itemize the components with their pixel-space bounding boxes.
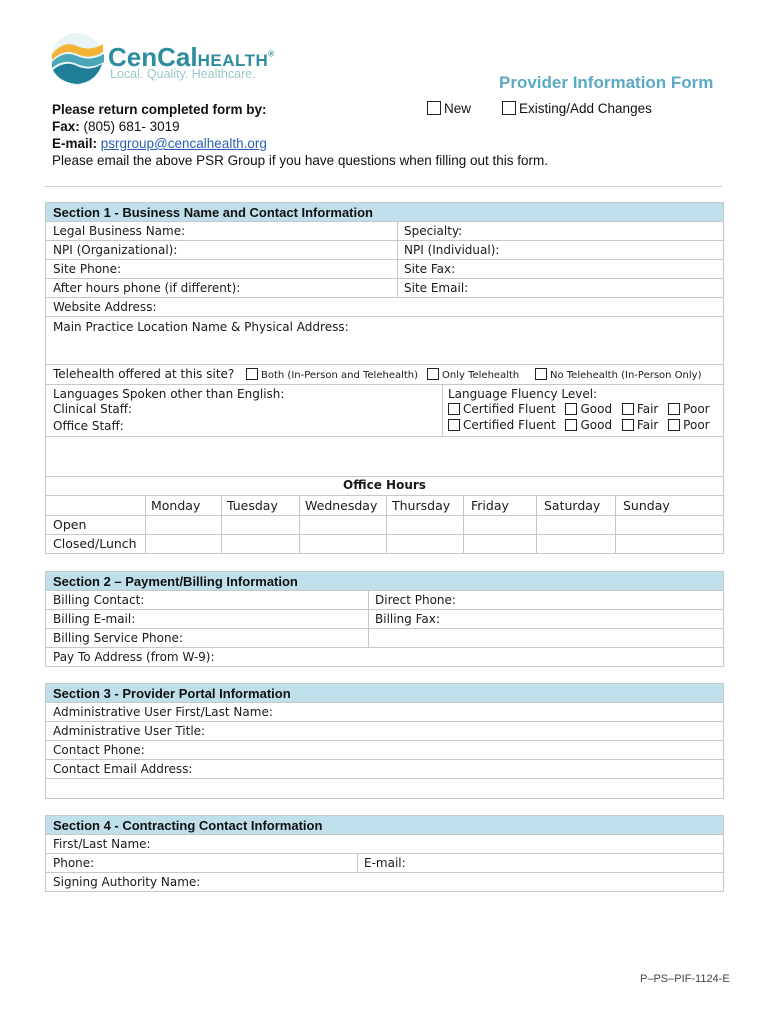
- form-title: Provider Information Form: [499, 73, 714, 92]
- hours-row-open: [45, 516, 724, 535]
- contract-name-field[interactable]: First/Last Name:: [53, 837, 151, 851]
- website-field[interactable]: Website Address:: [53, 300, 157, 314]
- telehealth-both-checkbox[interactable]: [246, 368, 258, 380]
- fluency-row-clinical: [448, 402, 710, 416]
- hours-closed-label: Closed/Lunch: [53, 536, 137, 551]
- day-friday: Friday: [471, 498, 509, 513]
- s4-row-name: [45, 835, 724, 854]
- new-checkbox[interactable]: [427, 101, 441, 115]
- s3-row-admin: [45, 703, 724, 722]
- divider: [44, 186, 722, 187]
- s3-row-blank: [45, 779, 724, 799]
- billing-fax-field[interactable]: Billing Fax:: [375, 612, 440, 626]
- fluency-option-label: Poor: [683, 418, 710, 432]
- telehealth-none-checkbox[interactable]: [535, 368, 547, 380]
- clinical-staff-field[interactable]: Clinical Staff:: [53, 402, 133, 416]
- clinical-certified-checkbox[interactable]: [448, 403, 460, 415]
- s1-row-languages: [45, 385, 724, 437]
- fluency-option-label: Fair: [636, 402, 659, 416]
- clinical-good-checkbox[interactable]: [565, 403, 577, 415]
- fax-line: [52, 119, 180, 134]
- s1-row-npi: [45, 241, 724, 260]
- telehealth-label: Telehealth offered at this site?: [53, 367, 235, 381]
- option-new-label: New: [444, 101, 472, 116]
- s2-row-contact: [45, 591, 724, 610]
- fax-label: Fax:: [52, 119, 80, 134]
- existing-checkbox[interactable]: [502, 101, 516, 115]
- option-existing-label: Existing/Add Changes: [519, 101, 652, 116]
- day-thursday: Thursday: [392, 498, 451, 513]
- s1-row-phone: [45, 260, 724, 279]
- header-note: Please email the above PSR Group if you have questions when filling out this form.: [52, 153, 549, 168]
- office-poor-checkbox[interactable]: [668, 419, 680, 431]
- section2-title: Section 2 – Payment/Billing Information: [45, 571, 724, 591]
- fax-value: (805) 681- 3019: [83, 119, 180, 134]
- clinical-poor-checkbox[interactable]: [668, 403, 680, 415]
- billing-contact-field[interactable]: Billing Contact:: [53, 593, 145, 607]
- office-hours-days-row: [45, 495, 724, 516]
- office-fair-checkbox[interactable]: [622, 419, 634, 431]
- email-link[interactable]: psrgroup@cencalhealth.org: [100, 136, 267, 151]
- npi-ind-field[interactable]: NPI (Individual):: [404, 243, 500, 257]
- form-code: P–PS–PIF-1124-E: [640, 973, 730, 985]
- billing-service-phone-field[interactable]: Billing Service Phone:: [53, 631, 183, 645]
- day-sunday: Sunday: [623, 498, 670, 513]
- fluency-label: Language Fluency Level:: [448, 387, 598, 401]
- s2-row-payto: [45, 648, 724, 667]
- specialty-field[interactable]: Specialty:: [404, 224, 463, 238]
- return-label: Please return completed form by:: [52, 102, 267, 117]
- day-tuesday: Tuesday: [227, 498, 278, 513]
- billing-email-field[interactable]: Billing E-mail:: [53, 612, 136, 626]
- site-email-field[interactable]: Site Email:: [404, 281, 469, 295]
- hours-row-closed: [45, 535, 724, 554]
- fluency-row-office: [448, 418, 710, 432]
- telehealth-only-label: Only Telehealth: [442, 370, 520, 381]
- hours-open-label: Open: [53, 517, 87, 532]
- telehealth-only-option[interactable]: [427, 368, 519, 381]
- signing-authority-field[interactable]: Signing Authority Name:: [53, 875, 201, 889]
- brand-name: CenCalHEALTH®: [108, 42, 275, 72]
- site-fax-field[interactable]: Site Fax:: [404, 262, 456, 276]
- legal-name-field[interactable]: Legal Business Name:: [53, 224, 186, 238]
- admin-title-field[interactable]: Administrative User Title:: [53, 724, 206, 738]
- email-line: [52, 136, 267, 151]
- s1-row-afterhours: [45, 279, 724, 298]
- logo: [50, 32, 106, 86]
- s1-row-location: [45, 317, 724, 365]
- office-good-checkbox[interactable]: [565, 419, 577, 431]
- office-staff-field[interactable]: Office Staff:: [53, 419, 124, 433]
- s4-row-signing: [45, 873, 724, 892]
- office-hours-header: [45, 477, 724, 495]
- s3-row-email: [45, 760, 724, 779]
- admin-name-field[interactable]: Administrative User First/Last Name:: [53, 705, 273, 719]
- s2-row-service: [45, 629, 724, 648]
- fluency-option-label: Good: [580, 418, 613, 432]
- fluency-option-label: Certified Fluent: [463, 402, 556, 416]
- section4-title: Section 4 - Contracting Contact Information: [45, 815, 724, 835]
- telehealth-none-option[interactable]: [535, 368, 702, 381]
- section3-title: Section 3 - Provider Portal Information: [45, 683, 724, 703]
- fluency-option-label: Poor: [683, 402, 710, 416]
- s1-row-blank: [45, 437, 724, 477]
- after-hours-field[interactable]: After hours phone (if different):: [53, 281, 241, 295]
- option-new[interactable]: [427, 101, 471, 116]
- telehealth-both-label: Both (In-Person and Telehealth): [261, 370, 419, 381]
- direct-phone-field[interactable]: Direct Phone:: [375, 593, 456, 607]
- logo-mark-icon: [50, 32, 106, 86]
- contact-phone-field[interactable]: Contact Phone:: [53, 743, 145, 757]
- site-phone-field[interactable]: Site Phone:: [53, 262, 122, 276]
- s3-row-phone: [45, 741, 724, 760]
- telehealth-none-label: No Telehealth (In-Person Only): [550, 370, 702, 381]
- s4-row-phone: [45, 854, 724, 873]
- fluency-option-label: Fair: [636, 418, 659, 432]
- npi-org-field[interactable]: NPI (Organizational):: [53, 243, 178, 257]
- email-label: E-mail:: [52, 136, 98, 151]
- s3-row-title: [45, 722, 724, 741]
- telehealth-only-checkbox[interactable]: [427, 368, 439, 380]
- contract-email-field[interactable]: E-mail:: [364, 856, 406, 870]
- option-existing[interactable]: [502, 101, 652, 116]
- s2-row-email: [45, 610, 724, 629]
- day-saturday: Saturday: [544, 498, 601, 513]
- main-location-field[interactable]: Main Practice Location Name & Physical Address:: [53, 320, 349, 334]
- office-certified-checkbox[interactable]: [448, 419, 460, 431]
- brand-tagline: Local. Quality. Healthcare.: [110, 67, 256, 81]
- s1-row-website: [45, 298, 724, 317]
- fluency-option-label: Certified Fluent: [463, 418, 556, 432]
- s1-row-telehealth: [45, 365, 724, 385]
- pay-to-field[interactable]: Pay To Address (from W-9):: [53, 650, 215, 664]
- clinical-fair-checkbox[interactable]: [622, 403, 634, 415]
- languages-label: Languages Spoken other than English:: [53, 387, 285, 401]
- contract-phone-field[interactable]: Phone:: [53, 856, 95, 870]
- office-hours-title: Office Hours: [343, 478, 426, 492]
- day-monday: Monday: [151, 498, 201, 513]
- day-wednesday: Wednesday: [305, 498, 378, 513]
- s1-row-legal: [45, 222, 724, 241]
- telehealth-both-option[interactable]: [246, 368, 418, 381]
- fluency-option-label: Good: [580, 402, 613, 416]
- section1-title: Section 1 - Business Name and Contact Information: [45, 202, 724, 222]
- contact-email-field[interactable]: Contact Email Address:: [53, 762, 193, 776]
